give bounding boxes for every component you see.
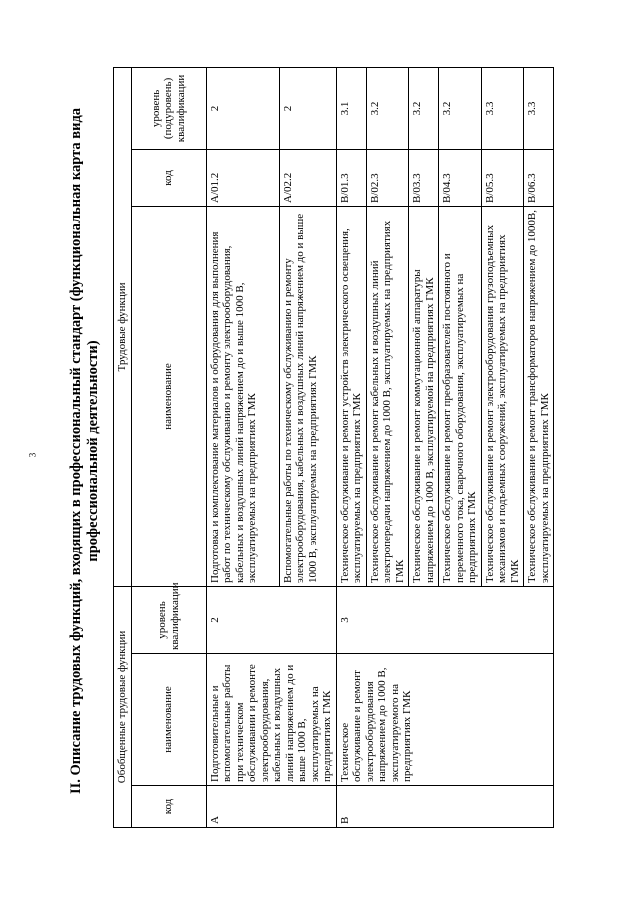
section-title: II. Описание трудовых функций, входящих в профессиональный стандарт (функциональная карта вида профессиональной деятельности) bbox=[68, 107, 101, 795]
function-name: Техническое обслуживание и ремонт коммутационной аппаратуры напряжением до 1000 В, эксплуатируемой на предприятиях ГМК bbox=[409, 206, 439, 586]
function-name: Техническое обслуживание и ремонт электрооборудования грузоподъемных механизмов и подъемных сооружений, эксплуатируемых на предприятиях ГМК bbox=[481, 206, 524, 586]
header-function-code: код bbox=[131, 149, 206, 206]
function-name: Техническое обслуживание и ремонт трансформаторов напряжением до 1000В, эксплуатируемых на предприятиях ГМК bbox=[524, 206, 554, 586]
function-level: 3.2 bbox=[366, 67, 409, 149]
group-code: А bbox=[206, 786, 336, 828]
function-code: А/02.2 bbox=[279, 149, 336, 206]
group-code: В bbox=[336, 786, 554, 828]
function-code: В/04.3 bbox=[439, 149, 482, 206]
function-code: В/03.3 bbox=[409, 149, 439, 206]
header-generalized: Обобщенные трудовые функции bbox=[114, 586, 132, 827]
function-code: А/01.2 bbox=[206, 149, 279, 206]
function-level: 3.3 bbox=[524, 67, 554, 149]
function-level: 3.3 bbox=[481, 67, 524, 149]
function-code: В/01.3 bbox=[336, 149, 366, 206]
function-name: Подготовка и комплектование материалов и оборудования для выполнения работ по техническому обслуживанию и ремонту электрооборудования, кабельных и воздушных линий напряжением до и выше 1000 В, эксплуатируемых на предприятиях ГМК bbox=[206, 206, 279, 586]
function-name: Техническое обслуживание и ремонт устройств электрического освещения, эксплуатируемых на предприятиях ГМК bbox=[336, 206, 366, 586]
page-number: 3 bbox=[27, 452, 38, 458]
group-name: Подготовительные и вспомогательные работы при техническом обслуживании и ремонте электрооборудования, кабельных и воздушных линий напряжением до и выше 1000 В, эксплуатируемых на предприятиях ГМК bbox=[206, 654, 336, 786]
function-name: Техническое обслуживание и ремонт преобразователей постоянного и переменного тока, сварочного оборудования, эксплуатируемых на предприятиях ГМК bbox=[439, 206, 482, 586]
function-level: 3.2 bbox=[439, 67, 482, 149]
header-name: наименование bbox=[131, 654, 206, 786]
header-code: код bbox=[131, 786, 206, 828]
function-name: Техническое обслуживание и ремонт кабельных и воздушных линий электропередачи напряжением до 1000 В, эксплуатируемых на предприятиях ГМК bbox=[366, 206, 409, 586]
group-name: Техническое обслуживание и ремонт электрооборудования напряжением до 1000 В, эксплуатируемого на предприятиях ГМК bbox=[336, 654, 554, 786]
function-level: 3.2 bbox=[409, 67, 439, 149]
function-level: 2 bbox=[206, 67, 279, 149]
group-level: 2 bbox=[206, 586, 336, 653]
header-function-name: наименование bbox=[131, 206, 206, 586]
header-sublevel: уровень (подуровень) квалификации bbox=[131, 67, 206, 149]
function-code: В/05.3 bbox=[481, 149, 524, 206]
header-functions: Трудовые функции bbox=[114, 67, 132, 586]
function-code: В/02.3 bbox=[366, 149, 409, 206]
header-level: уровень квалификации bbox=[131, 586, 206, 653]
function-code: В/06.3 bbox=[524, 149, 554, 206]
function-level: 2 bbox=[279, 67, 336, 149]
function-level: 3.1 bbox=[336, 67, 366, 149]
group-level: 3 bbox=[336, 586, 554, 653]
function-name: Вспомогательные работы по техническому обслуживанию и ремонту электрооборудования, кабельных и воздушных линий напряжением до и выше 1000 В, эксплуатируемых на предприятиях ГМК bbox=[279, 206, 336, 586]
functional-map-table bbox=[113, 67, 554, 828]
